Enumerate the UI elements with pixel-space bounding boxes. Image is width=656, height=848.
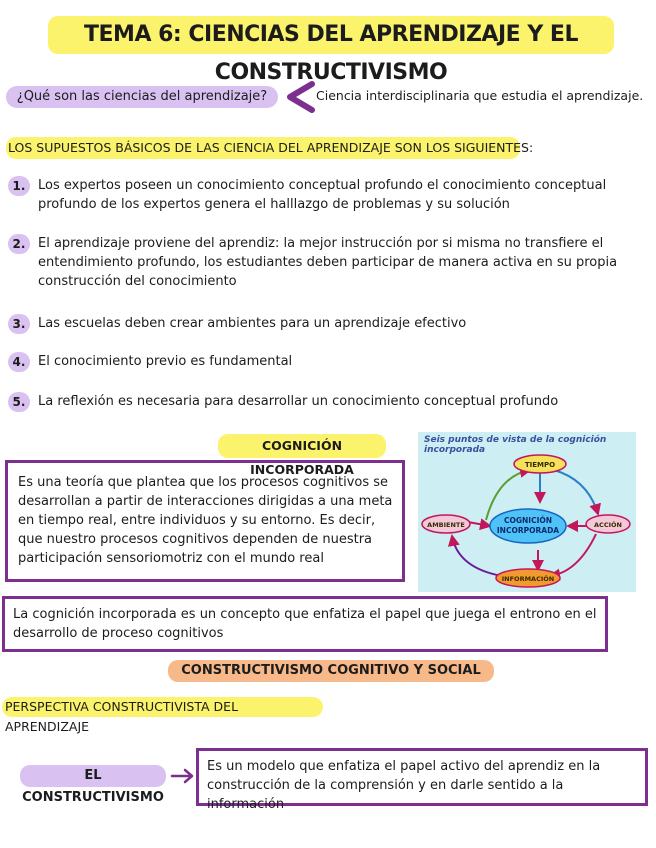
- item-number: 4.: [8, 352, 30, 372]
- item-text: La reflexión es necesaria para desarrollar un conocimiento conceptual profundo: [38, 394, 559, 409]
- item-number: 1.: [8, 176, 30, 196]
- node-center-line2: INCORPORADA: [496, 526, 560, 535]
- assumption-item: [8, 314, 648, 334]
- node-tiempo-label: TIEMPO: [524, 461, 556, 469]
- constructivism-term-badge: EL CONSTRUCTIVISMO: [20, 765, 166, 787]
- item-number: 3.: [8, 314, 30, 334]
- item-text: El aprendizaje proviene del aprendiz: la mejor instrucción por si misma no transfiere el entendimiento profundo, los estudiantes deben participar de manera activa en su propia construcción del conocimiento: [38, 236, 618, 289]
- assumption-item: [8, 352, 648, 372]
- chevron-left-icon: [284, 80, 318, 114]
- node-ambiente-label: AMBIENTE: [427, 521, 465, 529]
- assumptions-header: LOS SUPUESTOS BÁSICOS DE LAS CIENCIA DEL APRENDIZAJE SON LOS SIGUIENTES:: [6, 137, 520, 159]
- cognition-diagram: [418, 432, 636, 592]
- page-title: TEMA 6: CIENCIAS DEL APRENDIZAJE Y EL CONSTRUCTIVISMO: [48, 16, 614, 54]
- arrow-accion-informacion: [550, 534, 596, 576]
- arrow-informacion-ambiente: [452, 536, 502, 576]
- constructivism-header: CONSTRUCTIVISMO COGNITIVO Y SOCIAL: [168, 660, 494, 682]
- arrow-ambiente-centro: [468, 522, 490, 526]
- diagram-title: Seis puntos de vista de la cognición incorporada: [424, 435, 607, 455]
- diagram-graphic: [418, 432, 636, 592]
- perspective-header: PERSPECTIVA CONSTRUCTIVISTA DEL APRENDIZAJE: [2, 697, 323, 717]
- node-center-line1: COGNICIÓN: [503, 516, 553, 525]
- node-accion-label: ACCIÓN: [594, 521, 622, 529]
- item-number: 2.: [8, 234, 30, 254]
- cognition-concept-box: La cognición incorporada es un concepto que enfatiza el papel que juega el entrono en el desarrollo de proceso cognitivos: [2, 596, 608, 652]
- item-text: El conocimiento previo es fundamental: [38, 354, 293, 369]
- constructivism-definition-box: Es un modelo que enfatiza el papel activo del aprendiz en la construcción de la comprensión y en darle sentido a la información: [196, 748, 648, 806]
- question-answer: Ciencia interdisciplinaria que estudia el aprendizaje.: [316, 88, 644, 103]
- assumption-item: [8, 234, 648, 291]
- cognition-header: COGNICIÓN INCORPORADA: [218, 434, 386, 458]
- item-text: Las escuelas deben crear ambientes para un aprendizaje efectivo: [38, 316, 467, 331]
- node-informacion-label: INFORMACIÓN: [501, 575, 555, 583]
- arrow-tiempo-accion: [554, 470, 598, 514]
- cognition-definition-box: Es una teoría que plantea que los procesos cognitivos se desarrollan a partir de interacciones dirigidas a una meta en tiempo real, entre individuos y su entorno. Es decir, que nuestro procesos cognitivos dependen de nuestra participación sensoriomotriz con el mundo real: [5, 460, 405, 582]
- assumption-item: [8, 176, 648, 214]
- item-number: 5.: [8, 392, 30, 412]
- assumption-item: [8, 392, 648, 412]
- item-text: Los expertos poseen un conocimiento conceptual profundo el conocimiento conceptual profundo de los expertos genera el halllazgo de problemas y su solución: [38, 178, 607, 212]
- question-badge: ¿Qué son las ciencias del aprendizaje?: [6, 86, 278, 108]
- arrow-right-icon: [170, 767, 196, 785]
